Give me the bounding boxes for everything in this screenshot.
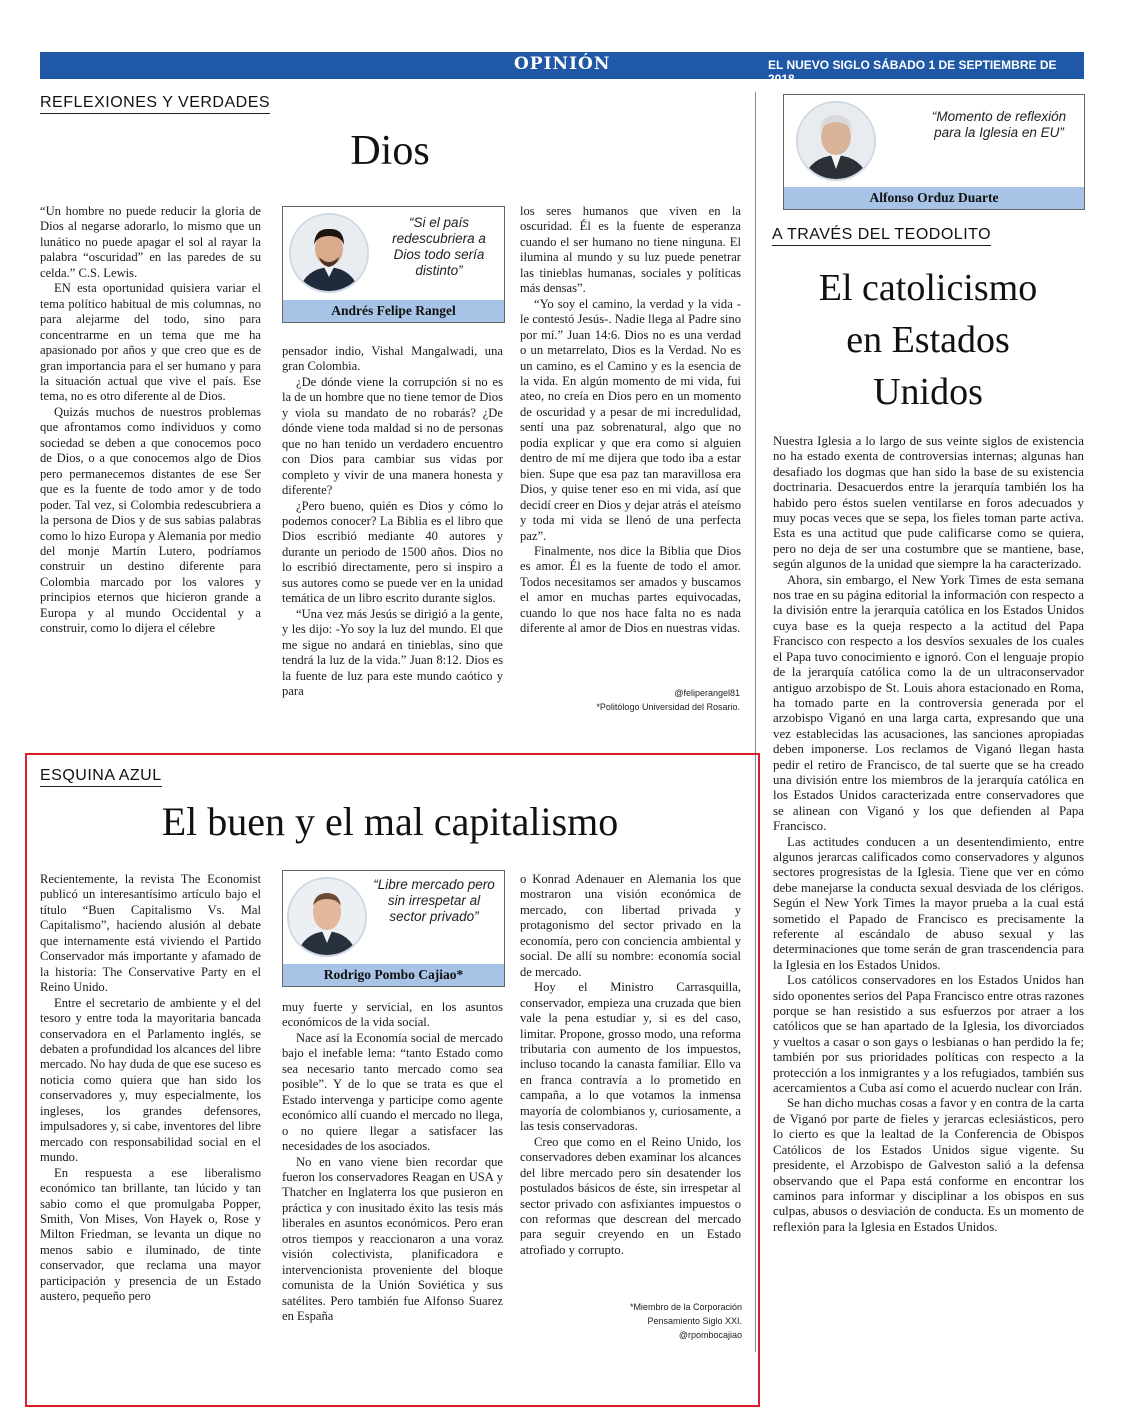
catolicismo-paragraph: Las actitudes conducen a un desentendimiento, entre algunos jerarcas calificados como conservadores y algunos sectores progresistas de la Iglesia. Tiene que ver en cómo debe manejarse la conducta sexual desviada de los clérigos. Según el New York Times la mayor prueba a la cual está sometido el Papado de Francisco es precisamente la referente al escándalo de abuso sexual y las determinaciones que tome serán de gran trascendencia para la Iglesia en los Estados Unidos. (773, 834, 1084, 972)
dios-paragraph: los seres humanos que viven en la oscuridad. Él es la fuente de esperanza cuando el ser humano no tiene ninguna. El ilumina al mundo y su luz puede penetrar las tinieblas humanas, sociales y políticas más densas”. (520, 204, 741, 296)
author-quote-orduz: “Momento de reflexión para la Iglesia en EU” (931, 109, 1067, 140)
author-photo-pombo (287, 877, 367, 957)
catolicismo-paragraph: Ahora, sin embargo, el New York Times de esta semana nos trae en su página editorial la información con respecto a la división entre la jerarquía católica en los Estados Unidos cuya base es la queja respecto a la actitud del Papa Francisco con respecto a los desvíos sexuales de los cuales el Papa tuvo conocimiento e ignoró. Con el lenguaje propio de la jerarquía católica como la de un ultraconservador antiguo arzobispo de St. Louis ahora estacionado en Roma, ha tomado parte en la controversia generada por el arzobispo Viganó en una larga carta, expresando que una vez establecidas las acusaciones, las sanciones apropiadas deben imponerse. Los reclamos de Viganó llegan hasta pedir el retiro de Francisco, de tal suerte que se ha creado una división entre los miembros de la jerarquía católica en los Estados Unidos caracterizada entre conservadores que se alinean con Viganó y los que defienden al Papa Francisco. (773, 572, 1084, 834)
capitalismo-paragraph: No en vano viene bien recordar que fueron los conservadores Reagan en USA y Thatcher en Inglaterra los que pusieron en práctica y con inusitado éxito las tesis más liberales en asuntos económicos. Pero eran otros tiempos y reaccionaron a una voraz visión colectivista, planificadora e intervencionista proveniente del bloque comunista de la Unión Soviética y sus satélites. Pero también fue Alfonso Suarez en España (282, 1154, 503, 1324)
catolicismo-kicker: A TRAVÉS DEL TEODOLITO (772, 226, 991, 246)
author-name-rangel: Andrés Felipe Rangel (283, 300, 504, 322)
capitalismo-column-1 (40, 872, 261, 1305)
catolicismo-headline-line: El catolicismo (818, 267, 1038, 309)
author-box-orduz (783, 94, 1085, 210)
capitalismo-column-3 (520, 872, 741, 1258)
author-quote-rangel: “Si el país redescubriera a Dios todo sería distinto” (392, 215, 486, 278)
dios-paragraph: ¿De dónde viene la corrupción si no es la de un hombre que no tiene temor de Dios y viola su mandato de no robarás? ¿De dónde viene toda maldad si no de personas que no han tenido un verdadero encuentro con Dios para cambiar sus vidas por completo y vivir de una manera honesta y diferente? (282, 374, 503, 498)
capitalismo-paragraph: Hoy el Ministro Carrasquilla, conservador, empieza una cruzada que bien vale la pena estudiar y, si es del caso, limitar. Propone, grosso modo, una reforma tributaria con aumento de los impuestos, incluso tocando la canasta familiar. Ello va en franca contravía a lo prometido en campaña, a lo que votamos la inmensa mayoría de colombianos y, curiosamente, a las tesis conservadoras. (520, 980, 741, 1134)
dios-paragraph: EN esta oportunidad quisiera variar el tema político habitual de mis columnas, no para alejarme del todo, sino para concentrarme en un tema que me ha apasionado por años y que creo que es de gran importancia para el ser humano y para la situación actual que vive el país. Ese tema, no es otro diferente al de Dios. (40, 281, 261, 404)
pombo-handle: @rpombocajiao (678, 1330, 742, 1340)
catolicismo-paragraph: Nuestra Iglesia a lo largo de sus veinte siglos de existencia no ha estado exenta de controversias internas; algunas han desafiado los dogmas que han sido la base de su existencia doctrinaria. Desacuerdos entre la jerarquía también los ha habido pero éstos suelen ventilarse en foros adecuados y muy pocas veces que se sepa, los fieles toman parte activa. Esta es una actitud que pude calificarse como se quiera, pero no deja de ser una costumbre que se mantiene, base, según algunos de la unidad que siempre la ha caracterizado. (773, 434, 1084, 572)
author-photo-rangel (289, 213, 369, 293)
capitalismo-column-2 (282, 1000, 503, 1325)
section-title: OPINIÓN (514, 54, 611, 74)
author-quote-pombo: “Libre mercado pero sin irrespetar al sector privado” (373, 877, 495, 924)
dios-kicker: REFLEXIONES Y VERDADES (40, 94, 270, 114)
capitalismo-paragraph: muy fuerte y servicial, en los asuntos económicos de la vida social. (282, 1000, 503, 1030)
capitalismo-paragraph: En respuesta a ese liberalismo económico tan brillante, tan lúcido y tan sabio como el que promulgaba Popper, Smith, Von Mises, Von Hayek o, Rose y Milton Friedman, se levanta un dique no menos sabio e iluminado, de tinte conservador, que reclama una mayor participación y presencia de un Estado austero, pequeño pero (40, 1165, 261, 1304)
dios-paragraph: Finalmente, nos dice la Biblia que Dios es amor. Él es la fuente de todo el amor. Todos necesitamos ser amados y buscamos el amor en muchas partes equivocadas, cuando lo que nos hace falta no es nada diferente al amor de Dios en nuestras vidas. (520, 543, 741, 636)
catolicismo-body (773, 434, 1084, 1235)
dios-epigraph: “Un hombre no puede reducir la gloria de Dios al negarse adorarlo, lo mismo que un lunático no puede apagar el sol al rayar la palabra “oscuridad” en las paredes de su celda.” C.S. Lewis. (40, 204, 261, 280)
dios-headline: Dios (350, 128, 430, 174)
rangel-credit: *Politólogo Universidad del Rosario. (596, 702, 740, 712)
capitalismo-paragraph: o Konrad Adenauer en Alemania los que mostraron una visión económica de mercado, con libertad privada y protagonismo del sector privado en la economía, pero con conciencia ambiental y social. De allí su nombre: economía social de mercado. (520, 872, 741, 979)
capitalismo-paragraph: Entre el secretario de ambiente y el del tesoro y entre toda la mayoritaria bancada conservadora en el Parlamento inglés, se debaten a profundidad los alcances del libre mercado. No hay duda de que ese suceso es noticia como quiera que han sido los conservadores y, muy especialmente, los ingleses, los grandes defensores, impulsadores y, si cabe, inventores del libre mercado con responsabilidad social en el mundo. (40, 995, 261, 1165)
catolicismo-headline-line: Unidos (873, 371, 983, 413)
capitalismo-paragraph: Creo que como en el Reino Unido, los conservadores deben examinar los alcances del libre mercado pero sin desatender los postulados básicos de éste, sin irrespetar al sector privado con asfixiantes impuestos o con reformas que descrean del mercado para seguir creyendo en un Estado atrofiado y corrupto. (520, 1134, 741, 1257)
author-name-orduz: Alfonso Orduz Duarte (784, 187, 1084, 209)
capitalismo-kicker: ESQUINA AZUL (40, 767, 162, 787)
catolicismo-headline-line: en Estados (846, 319, 1010, 361)
page-number: 9A (1098, 53, 1123, 74)
publication-date: EL NUEVO SIGLO SÁBADO 1 DE SEPTIEMBRE DE 2018 (768, 58, 1057, 86)
dios-paragraph: ¿Pero bueno, quién es Dios y cómo lo podemos conocer? La Biblia es el libro que Dios escribió mediante 40 autores y durante un periodo de 1500 años. Dios no lo escribió directamente, pero si inspiro a sus autores como se puede ver en la unidad temática de un libro escrito durante siglos. (282, 498, 503, 606)
pombo-credit-line: *Miembro de la Corporación (629, 1302, 742, 1312)
catolicismo-paragraph: Se han dicho muchas cosas a favor y en contra de la carta de Viganó por parte de fieles y jerarcas eclesiásticos, pero lo cierto es que la lealtad de la Conferencia de Obispos Católicos de los Estados Unidos sigue vigente. Su presidente, el Arzobispo de Galveston salió a la defensa observando que el Papa está conforme en encontrar los caminos para informar y disciplinar a los obispos en sus culpas, abusos o desviación de conducta. Es un momento de reflexión para la Iglesia en Estados Unidos. (773, 1096, 1084, 1234)
rangel-handle: @feliperangel81 (674, 688, 740, 698)
catolicismo-paragraph: Los católicos conservadores en los Estados Unidos han sido oponentes serios del Papa Francisco entre otras razones porque se han resistido a sus esfuerzos por atraer a los católicos que se han apartado de la Iglesia, los divorciados y vueltos a casar o son gays o lesbianas o han perdido la fe; también por sus prioridades políticas con respecto a la protección a los inmigrantes y a los refugiados, también sus acercamientos a Cuba así como el acuerdo nuclear con Irán. (773, 973, 1084, 1096)
capitalismo-paragraph: Nace así la Economía social de mercado bajo el inefable lema: “tanto Estado como sea necesario tanto mercado como sea posible”. Y de lo que se trata es que el Estado intervenga y participe como agente económico allí cuando el mercado no llega, o no quiere llegar a satisfacer las necesidades de los asociados. (282, 1030, 503, 1154)
dios-column-2 (282, 344, 503, 699)
author-box-pombo (282, 870, 505, 987)
page-header-bar (40, 52, 1123, 86)
author-photo-orduz (796, 101, 876, 181)
capitalismo-paragraph: Recientemente, la revista The Economist publicó un interesantísimo artículo bajo el título “Buen Capitalismo Vs. Mal Capitalismo”, haciendo alusión al debate que internamente está viviendo el Partido Conservador más importante y afamado de la historia: The Conservative Party en el Reino Unido. (40, 872, 261, 995)
pombo-credit (540, 1300, 742, 1342)
dios-column-1 (40, 204, 261, 637)
author-name-pombo: Rodrigo Pombo Cajiao* (283, 964, 504, 986)
dios-paragraph: “Yo soy el camino, la verdad y la vida -le contestó Jesús-. Nadie llega al Padre sino por mí.” Juan 14:6. Dios no es una verdad o un metarrelato, Dios es la Verdad. No es un camino, es el Camino y es la esencia de la vida. En algún momento de mi vida, fui ateo, no creía en Dios pero en un momento de oscuridad y a pesar de mi incredulidad, sentí una paz sobrenatural, algo que no podía explicar y que era como si alguien dentro de mí me dijera que todo iba a estar bien. Supe que esa paz tan maravillosa era Dios, y quise tener eso en mi vida, así que decidí creer en Dios y dejar atrás el ateísmo y toda mi vida se llenó de una perfecta paz”. (520, 296, 741, 543)
author-box-rangel (282, 206, 505, 323)
dios-paragraph: “Una vez más Jesús se dirigió a la gente, y les dijo: -Yo soy la luz del mundo. El que me sigue no andará en tinieblas, sino que tendrá la luz de la vida.” Juan 8:12. Dios es la fuente de luz para este mundo caótico y para (282, 606, 503, 698)
dios-paragraph: Quizás muchos de nuestros problemas que afrontamos como individuos y como sociedad se deben a que conocemos poco de Dios, o a que conocemos algo de Dios pero permanecemos distantes de ese Ser que es la fuente de todo amor y de todo poder. Tal vez, si Colombia redescubriera a la persona de Dios y de sus sabias palabras como lo hizo Europa y Alemania por medio del monje Martín Lutero, podríamos construir un destino diferente para Colombia marcado por los valores y principios eternos que hicieron grande a Europa y al mundo Occidental y a construir, como lo dijera el célebre (40, 404, 261, 636)
dios-paragraph: pensador indio, Vishal Mangalwadi, una gran Colombia. (282, 344, 503, 374)
dios-column-3 (520, 204, 741, 637)
catolicismo-headline (773, 262, 1083, 418)
pombo-credit-line: Pensamiento Siglo XXI. (647, 1316, 742, 1326)
capitalismo-headline: El buen y el mal capitalismo (161, 799, 619, 844)
